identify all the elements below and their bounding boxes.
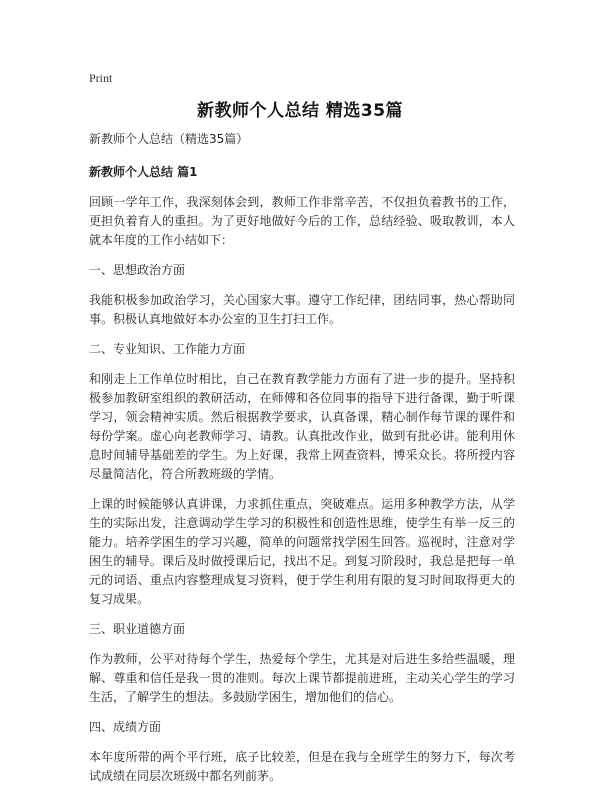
intro-paragraph: 回顾一学年工作，我深刻体会到，教师工作非常辛苦，不仅担负着教书的工作，更担负着育人的重担。为了更好地做好今后的工作，总结经验、吸取教训，本人就本年度的工作小结如下： bbox=[89, 195, 515, 247]
paragraph-professional-2: 上课的时候能够认真讲课，力求抓住重点，突破难点。运用多种教学方法，从学生的实际出发，注意调动学生学习的积极性和创造性思维，使学生有举一反三的能力。培养学困生的学习兴趣，简单的问题常找学困生回答。巡视时，注意对学困生的辅导。课后及时做授课后记，找出不足。到复习阶段时，我总是把每一单元的词语、重点内容整理成复习资料，便于学生利用有限的复习时间取得更大的复习成果。 bbox=[89, 497, 515, 606]
document-subtitle: 新教师个人总结（精选35篇） bbox=[89, 132, 249, 146]
paragraph-professional-1: 和刚走上工作单位时相比，自己在教育教学能力方面有了进一步的提升。坚持积极参加教研室组织的教研活动，在师傅和各位同事的指导下进行备课，勤于听课学习，领会精神实质。然后根据教学要求，认真备课，精心制作每节课的课件和每份学案。虚心向老教师学习、请教。认真批改作业，做到有批必讲。能利用休息时间辅导基础差的学生。为上好课，我常上网查资料，博采众长。将所授内容尽量简洁化，符合所教班级的学情。 bbox=[89, 372, 515, 481]
heading-professional: 二、专业知识、工作能力方面 bbox=[89, 342, 246, 356]
heading-ethics: 三、职业道德方面 bbox=[89, 622, 186, 636]
print-link[interactable]: Print bbox=[89, 71, 113, 85]
paragraph-politics: 我能积极参加政治学习，关心国家大事。遵守工作纪律，团结同事，热心帮助同事。积极认真地做好本办公室的卫生打扫工作。 bbox=[89, 293, 515, 326]
paragraph-ethics: 作为教师，公平对待每个学生，热爱每个学生，尤其是对后进生多给些温暖，理解、尊重和信任是我一贯的准则。每次上课节都提前进班，主动关心学生的学习生活，了解学生的想法。多鼓励学困生，增加他们的信心。 bbox=[89, 652, 515, 704]
heading-results: 四、成绩方面 bbox=[89, 720, 162, 734]
document-body bbox=[89, 130, 515, 797]
paragraph-results: 本年度所带的两个平行班，底子比较差，但是在我与全班学生的努力下，每次考试成绩在同层次班级中都名列前茅。 bbox=[89, 750, 515, 783]
heading-politics: 一、思想政治方面 bbox=[89, 263, 186, 277]
page-title: 新教师个人总结 精选35篇 bbox=[196, 101, 404, 121]
section-heading: 新教师个人总结 篇1 bbox=[89, 165, 198, 179]
